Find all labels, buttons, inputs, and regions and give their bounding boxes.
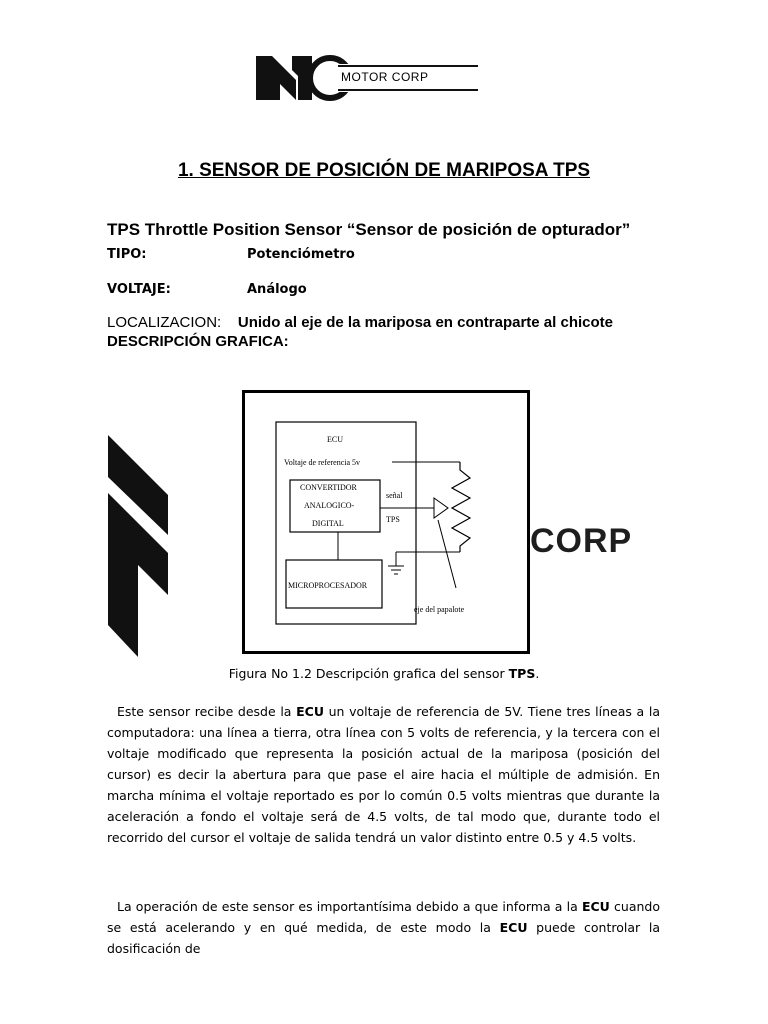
tps-label: TPS [386,515,400,524]
watermark-text: CORP [530,522,633,560]
localizacion-label: LOCALIZACION: [107,314,222,331]
tipo-label: TIPO: [107,247,147,262]
voltaje-label: VOLTAJE: [107,282,171,297]
caption-end: . [535,666,540,681]
figure-caption [0,666,768,681]
p2-a: La operación de este sensor es importantísima debido a que informa a la [117,899,582,914]
subtitle: TPS Throttle Position Sensor “Sensor de posición de opturador” [107,220,631,239]
paragraph-1 [107,701,660,848]
tipo-value: Potenciómetro [247,247,355,262]
voltaje-value: Análogo [247,282,307,297]
localizacion [107,313,627,351]
p2-ecu-1: ECU [581,899,610,914]
convertidor-line2: ANALOGICO- [304,501,355,510]
watermark-logo-icon [108,435,168,657]
convertidor-line1: CONVERTIDOR [300,483,357,492]
p2-c: cuando se está acelerando y en qué medida, de este modo la [107,899,660,935]
eje-label: eje del papalote [414,605,465,614]
p2-e: puede controlar la dosificación de [107,920,660,956]
p1-c: un voltaje de referencia de 5V. Tiene tres líneas a la computadora: una línea a tierra, otra línea con 5 volts de referencia, y la tercera con el voltaje modificado que representa la posición actual de la mariposa (posición del cursor) es decir la abertura para que pase el aire hacia el múltiple de admisión. En marcha mínima el voltaje reportado es por lo común 0.5 volts mientras que durante la aceleración a fondo el voltaje será de 4.5 volts, de tal modo que, durante todo el recorrido del cursor el voltaje de salida tendrá un valor distinto entre 0.5 y 4.5 volts. [107,704,660,845]
senal-label: señal [386,491,403,500]
caption-bold: TPS [508,666,536,681]
paragraph-2 [107,896,660,959]
p2-ecu-2: ECU [499,920,528,935]
tps-diagram [242,390,530,654]
microprocesador-label: MICROPROCESADOR [288,581,368,590]
voltaje-ref-label: Voltaje de referencia 5v [284,458,361,467]
p1-a: Este sensor recibe desde la [117,704,297,719]
logo-text: MOTOR CORP [341,70,429,84]
convertidor-line3: DIGITAL [312,519,344,528]
caption-text: Figura No 1.2 Descripción grafica del sensor [228,666,509,681]
p1-ecu: ECU [296,704,324,719]
page-title: 1. SENSOR DE POSICIÓN DE MARIPOSA TPS [177,160,591,181]
localizacion-value: Unido al eje de la mariposa en contraparte al chicote DESCRIPCIÓN GRAFICA: [107,314,613,350]
ecu-label: ECU [327,435,343,444]
